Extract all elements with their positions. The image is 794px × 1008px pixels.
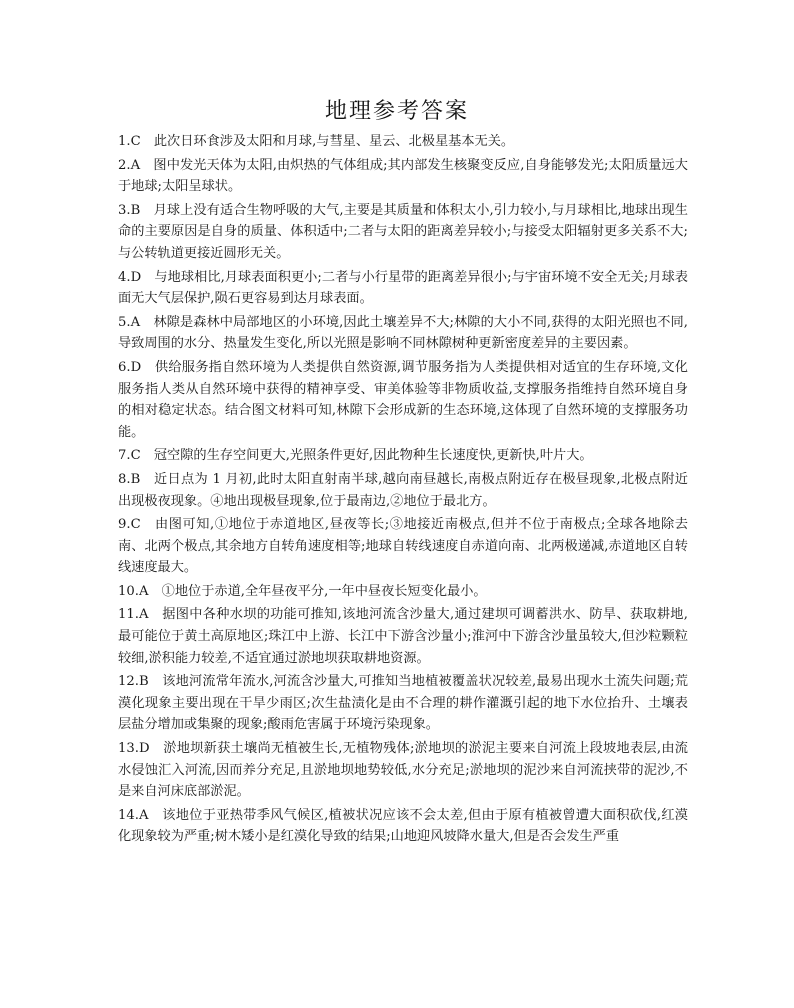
answer-item: 9.C 由图可知,①地位于赤道地区,昼夜等长;③地接近南极点,但并不位于南极点;全球各地除去南、北两个极点,其余地方自转角速度相等;地球自转线速度自赤道向南、北两极递减,赤道地区自转线速度最大。 [118,517,688,576]
answer-item: 1.C 此次日环食涉及太阳和月球,与彗星、星云、北极星基本无关。 [118,134,515,149]
answer-item: 6.D 供给服务指自然环境为人类提供自然资源,调节服务指为人类提供相对适宜的生存环境,文化服务指人类从自然环境中获得的精神享受、审美体验等非物质收益,支撑服务指维持自然环境自身的相对稳定状态。结合图文材料可知,林隙下会形成新的生态环境,这体现了自然环境的支撑服务功能。 [118,359,688,440]
answer-item: 13.D 淤地坝新获土壤尚无植被生长,无植物残体;淤地坝的淤泥主要来自河流上段坡地表层,由流水侵蚀汇入河流,因而养分充足,且淤地坝地势较低,水分充足;淤地坝的泥沙来自河流挟带的泥沙,不是来自河床底部淤泥。 [118,741,688,800]
answer-item: 7.C 冠空隙的生存空间更大,光照条件更好,因此物种生长速度快,更新快,叶片大。 [118,448,593,464]
answer-item: 5.A 林隙是森林中局部地区的小环境,因此土壤差异不大;林隙的大小不同,获得的太阳光照也不同,导致周围的水分、热量发生变化,所以光照是影响不同林隙树种更新密度差异的主要因素。 [118,314,688,352]
page-title: 地理参考答案 [324,99,469,124]
answer-item: 4.D 与地球相比,月球表面积更小;二者与小行星带的距离差异很小;与宇宙环境不安全无关;月球表面无大气层保护,陨石更容易到达月球表面。 [118,269,688,307]
answer-item: 3.B 月球上没有适合生物呼吸的大气,主要是其质量和体积太小,引力较小,与月球相比,地球出现生命的主要原因是自身的质量、体积适中;二者与太阳的距离差异较小;与接受太阳辐射更多关系不大;与公转轨道更接近圆形无关。 [118,202,688,261]
answer-item: 8.B 近日点为 1 月初,此时太阳直射南半球,越向南昼越长,南极点附近存在极昼现象,北极点附近出现极夜现象。④地出现极昼现象,位于最南边,②地位于最北方。 [118,471,688,509]
answer-item: 11.A 据图中各种水坝的功能可推知,该地河流含沙量大,通过建坝可调蓄洪水、防旱、获取耕地,最可能位于黄土高原地区;珠江中上游、长江中下游含沙量小;淮河中下游含沙量虽较大,但沙粒颗粒较细,淤积能力较差,不适宜通过淤地坝获取耕地资源。 [118,607,688,666]
answer-item: 12.B 该地河流常年流水,河流含沙量大,可推知当地植被覆盖状况较差,最易出现水土流失问题;荒漠化现象主要出现在干旱少雨区;次生盐渍化是由不合理的耕作灌溉引起的地下水位抬升、土壤表层盐分增加或集聚的现象;酸雨危害属于环境污染现象。 [118,674,688,733]
answer-item: 14.A 该地位于亚热带季风气候区,植被状况应该不会太差,但由于原有植被曾遭大面积砍伐,红漠化现象较为严重;树木矮小是红漠化导致的结果;山地迎风坡降水量大,但是否会发生严重 [118,807,688,845]
answer-item: 10.A ①地位于赤道,全年昼夜平分,一年中昼夜长短变化最小。 [118,583,487,599]
answer-item: 2.A 图中发光天体为太阳,由炽热的气体组成;其内部发生核聚变反应,自身能够发光;太阳质量远大于地球;太阳呈球状。 [118,157,688,195]
answer-list [118,131,688,850]
